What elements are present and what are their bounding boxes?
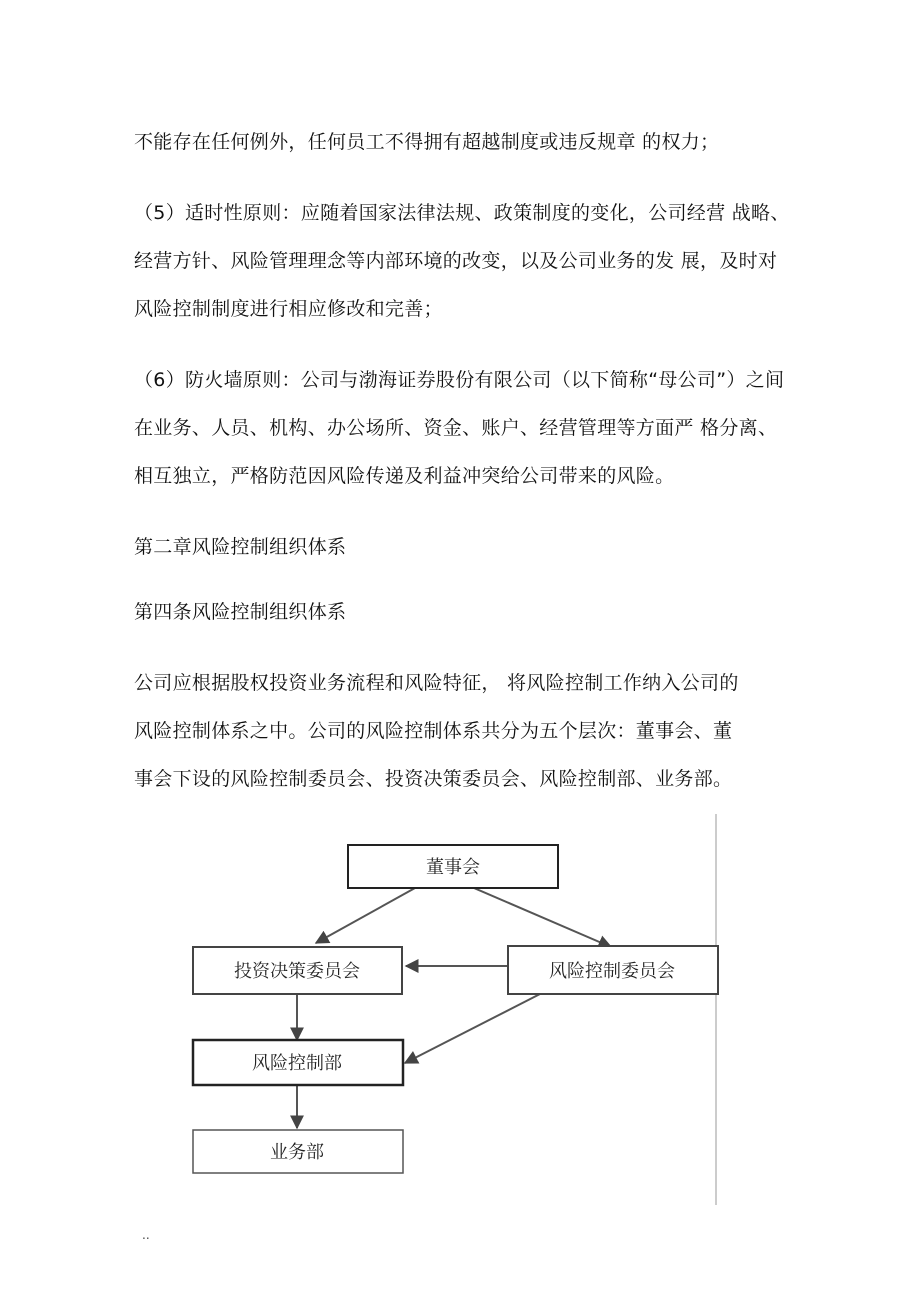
node-investment-committee-label: 投资决策委员会 [234, 961, 360, 982]
arrow-board-to-investment-committee [316, 888, 415, 943]
text-line-6: 在业务、人员、机构、办公场所、资金、账户、经营管理等方面严 格分离、 [134, 417, 778, 439]
chapter-title: 第二章风险控制组织体系 [134, 536, 347, 558]
node-board-label: 董事会 [426, 857, 480, 878]
text-line-7: 相互独立，严格防范因风险传递及利益冲突给公司带来的风险。 [134, 465, 675, 487]
text-line-4: 风险控制制度进行相应修改和完善； [134, 298, 443, 320]
text-line-5: （6）防火墙原则：公司与渤海证券股份有限公司（以下简称“母公司”）之间 [134, 369, 785, 391]
node-investment-committee [193, 947, 402, 994]
node-board [348, 845, 558, 888]
text-line-2: （5）适时性原则：应随着国家法律法规、政策制度的变化，公司经营 战略、 [134, 202, 790, 224]
node-business-department-label: 业务部 [270, 1142, 324, 1163]
node-risk-department-label: 风险控制部 [252, 1053, 342, 1074]
arrows [297, 888, 611, 1128]
paragraph-line-1: 公司应根据股权投资业务流程和风险特征， 将风险控制工作纳入公司的 [134, 672, 739, 694]
paragraph-line-3: 事会下设的风险控制委员会、投资决策委员会、风险控制部、业务部。 [134, 768, 733, 790]
arrow-risk-committee-to-risk-department [405, 994, 540, 1063]
node-risk-committee [508, 946, 718, 994]
text-line-1: 不能存在任何例外，任何员工不得拥有超越制度或违反规章 的权力； [134, 131, 720, 153]
node-business-department [193, 1130, 403, 1173]
paragraph-line-2: 风险控制体系之中。公司的风险控制体系共分为五个层次：董事会、董 [134, 720, 733, 742]
footer-mark: .. [142, 1228, 150, 1242]
text-line-3: 经营方针、风险管理理念等内部环境的改变，以及公司业务的发 展，及时对 [134, 250, 778, 272]
arrow-board-to-risk-committee [474, 888, 611, 947]
article-title: 第四条风险控制组织体系 [134, 601, 347, 623]
node-risk-committee-label: 风险控制委员会 [549, 961, 675, 982]
node-risk-department [193, 1040, 403, 1085]
